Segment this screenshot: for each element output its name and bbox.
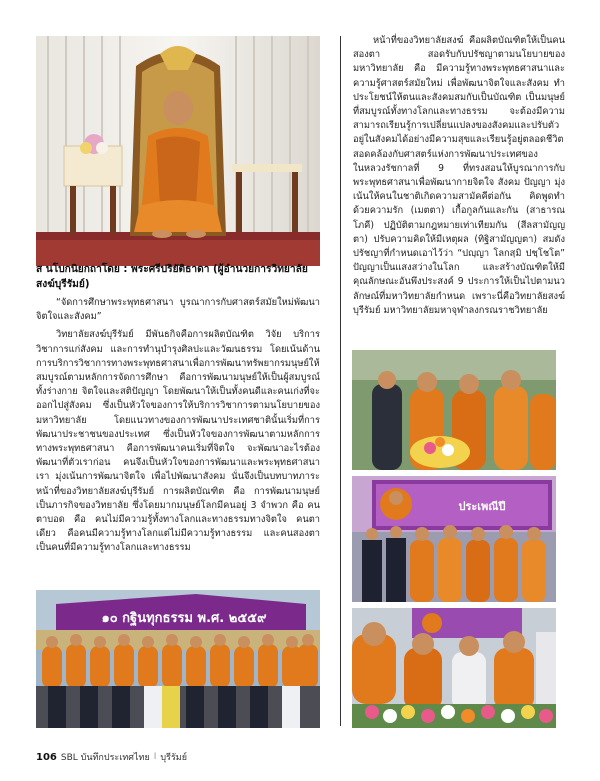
column-divider bbox=[340, 36, 341, 726]
page-footer bbox=[36, 750, 187, 764]
ceremony-banner-photo bbox=[352, 476, 556, 602]
left-body-paragraph: วิทยาลัยสงฆ์บุรีรัมย์ มีพันธกิจคือการผลิตบัณฑิต วิจัย บริการวิชาการแก่สังคม และการทำนุบำรุงศิลปะและวัฒนธรรม โดยเน้นด้านการบริการวิชาการทางพระพุทธศาสนาเพื่อการพัฒนาทรัพยากรมนุษย์ให้สมบูรณ์ตามหลักการจัดการศึกษา คือการพัฒนามนุษย์ให้เป็นผู้สมบูรณ์ทั้งร่างกาย จิตใจและสติปัญญา โดยพัฒนาให้เป็นทั้งคนดีและคนเก่งที่จะออกไปสู่สังคม ซึ่งเป็นหัวใจของการให้บริการวิชาการตามนโยบายของมหาวิทยาลัย โดยแนวทางของการพัฒนาประเทศชาตินั้นเริ่มที่การพัฒนาประชาชนของประเทศ ซึ่งเป็นหัวใจของการพัฒนาตามหลักการทางพระพุทธศาสนา คือการพัฒนาคนเริ่มที่จิตใจ จะพัฒนาอะไรต้องพัฒนาที่ตัวเราก่อน คนจึงเป็นหัวใจของการพัฒนาและพระพุทธศาสนาเรา มุ่งเน้นการพัฒนาจิตใจ เพื่อไปพัฒนาสังคม นั่นจึงเป็นบทบาทภาระหน้าที่ของวิทยาลัยสงฆ์บุรีรัมย์ การผลิตบัณฑิต คือ การพัฒนามนุษย์ เป็นภารกิจของวิทยาลัย ซึ่งโดยมากมนุษย์โลกมีคนอยู่ 3 จำพวก คือ คนตาบอด คือ คนไม่มีความรู้ทั้งทางโลกและทางธรรมทางจิตใจ คนตาเดียว คือคนมีความรู้ทางโลกแต่ไม่มีความรู้ทางธรรม และคนสองตา เป็นคนที่มีความรู้ทางโลกและทางธรรม bbox=[36, 329, 320, 554]
blessing-ceremony-photo bbox=[352, 608, 556, 728]
monk-portrait-photo bbox=[36, 36, 320, 266]
right-body-paragraph: หน้าที่ของวิทยาลัยสงฆ์ คือผลิตบัณฑิตให้เป็นคนสองตา สอดรับกับปรัชญาตามนโยบายของมหาวิทยาลัย คือ มีความรู้ทางพระพุทธศาสนาและความรู้ศาสตร์สมัยใหม่ เพื่อพัฒนาจิตใจและสังคม ทำประโยชน์ให้ตนและสังคมสมกับเป็นบัณฑิต เป็นมนุษย์ที่สมบูรณ์ทั้งทางโลกและทางธรรม จะต้องมีความสามารถเรียนรู้การเปลี่ยนแปลงของสังคมและปรับตัวอยู่ในสังคมได้อย่างมีความสุขและเรียนรู้อยู่ตลอดชีวิต สอดคล้องกับศาสตร์แห่งการพัฒนาประเทศของในหลวงรัชกาลที่ 9 ที่ทรงสอนให้บูรณาการกับพระพุทธศาสนาเพื่อพัฒนากายจิตใจ สังคม ปัญญา มุ่งเน้นให้คนในชาติเกิดความสามัคคีต่อกัน คิดพูดทำด้วยความรัก (เมตตา) เกื้อกูลกันและกัน (สาธารณโภคี) ปฏิบัติตามกฎหมายเท่าเทียมกัน (สีลสามัญญตา) ปรับความคิดให้มีเหตุผล (ทิฐิสามัญญตา) สมดังปรัชญาที่กำหนดเอาไว้ว่า “ปญฺญา โลกสฺมิ ปชฺโชโต” ปัญญาเป็นแสงสว่างในโลก และสร้างบัณฑิตให้มีคุณลักษณะอันพึงประสงค์ 9 ประการให้เป็นไปตามนวลักษณ์ที่มหาวิทยาลัยกำหนด เพราะนี่คือวิทยาลัยสงฆ์บุรีรัมย์ มหาวิทยาลัยมหาจุฬาลงกรณราชวิทยาลัย bbox=[353, 35, 565, 316]
province-name: บุรีรัมย์ bbox=[160, 753, 187, 763]
page-number: 106 bbox=[36, 751, 57, 763]
flower-offering-photo bbox=[352, 350, 556, 470]
article-heading: ส นโบกนิยกถาโดย : พระศรีปริยัติธาดา (ผู้อำนวยการวิทยาลัยสงฆ์บุรีรัมย์) bbox=[36, 264, 308, 290]
group-banner-text: ๑๐ กฐินทุกธรรม พ.ศ. ๒๕๕๙ bbox=[101, 611, 267, 626]
left-article-column bbox=[36, 262, 320, 556]
article-quote: “จัดการศึกษาพระพุทธศาสนา บูรณาการกับศาสตร์สมัยใหม่พัฒนาจิตใจและสังคม” bbox=[36, 297, 320, 323]
magazine-name: SBL บันทึกประเทศไทย bbox=[60, 753, 150, 763]
ceremony-banner-text: ประเพณีปี bbox=[458, 500, 506, 513]
footer-separator: I bbox=[153, 752, 157, 762]
group-banner-photo bbox=[36, 590, 320, 728]
right-article-column bbox=[353, 34, 565, 318]
